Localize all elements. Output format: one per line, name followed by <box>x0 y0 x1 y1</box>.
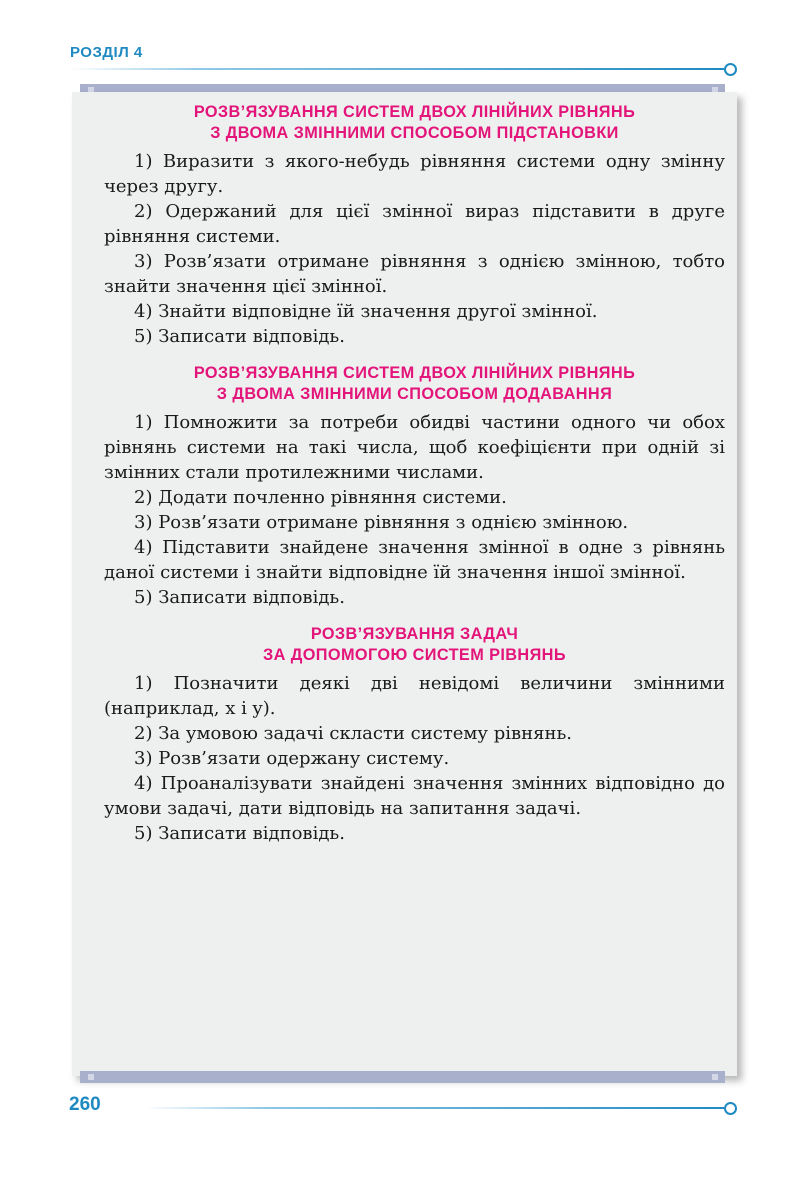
steps-list <box>104 410 725 610</box>
step-item: 5) Записати відповідь. <box>134 823 345 844</box>
strip-dot <box>712 1074 718 1080</box>
section-title-line: РОЗВ’ЯЗУВАННЯ СИСТЕМ ДВОХ ЛІНІЙНИХ РІВНЯНЬ <box>193 364 636 382</box>
footer-rule-end-circle <box>724 1102 737 1115</box>
step-item: 3) Розв’язати отримане рівняння з однією змінною. <box>134 512 629 533</box>
step-item: 4) Проаналізувати знайдені значення змінних відповідно до умови задачі, дати відповідь на запитання задачі. <box>104 773 725 819</box>
step-item: 2) Одержаний для цієї змінної вираз підставити в друге рівняння системи. <box>104 201 725 247</box>
footer-rule <box>145 1107 724 1109</box>
step-item: 5) Записати відповідь. <box>134 326 345 347</box>
section-addition-method <box>104 363 725 610</box>
section-title-line: З ДВОМА ЗМІННИМИ СПОСОБОМ ПІДСТАНОВКИ <box>210 124 619 142</box>
header-rule <box>70 68 724 70</box>
section-title <box>104 102 725 144</box>
step-item: 3) Розв’язати отримане рівняння з однією змінною, тобто знайти значення цієї змінної. <box>104 251 725 297</box>
step-item: 1) Позначити деякі дві невідомі величини змінними (наприклад, x і y). <box>104 673 725 719</box>
header-rule-end-circle <box>724 63 737 76</box>
step-item: 2) Додати почленно рівняння системи. <box>134 487 507 508</box>
panel-bottom-strip <box>80 1071 725 1083</box>
step-item: 1) Виразити з якого-небудь рівняння системи одну змінну через другу. <box>104 151 725 197</box>
section-title-line: РОЗВ’ЯЗУВАННЯ ЗАДАЧ <box>310 625 519 643</box>
section-title-line: ЗА ДОПОМОГОЮ СИСТЕМ РІВНЯНЬ <box>263 646 566 664</box>
section-title-line: З ДВОМА ЗМІННИМИ СПОСОБОМ ДОДАВАННЯ <box>216 385 613 403</box>
section-substitution-method <box>104 102 725 349</box>
steps-list <box>104 149 725 349</box>
steps-list <box>104 671 725 846</box>
summary-panel <box>72 92 737 1076</box>
step-item: 4) Підставити знайдене значення змінної в одне з рівнянь даної системи і знайти відповідне їй значення іншої змінної. <box>104 537 725 583</box>
page-number: 260 <box>69 1094 101 1115</box>
section-word-problems <box>104 624 725 846</box>
section-title <box>104 624 725 666</box>
step-item: 4) Знайти відповідне їй значення другої змінної. <box>134 301 598 322</box>
step-item: 2) За умовою задачі скласти систему рівнянь. <box>134 723 573 744</box>
section-title-line: РОЗВ’ЯЗУВАННЯ СИСТЕМ ДВОХ ЛІНІЙНИХ РІВНЯНЬ <box>193 103 636 121</box>
step-item: 5) Записати відповідь. <box>134 587 345 608</box>
strip-dot <box>88 1074 94 1080</box>
section-title <box>104 363 725 405</box>
chapter-label: РОЗДІЛ 4 <box>70 44 143 61</box>
step-item: 1) Помножити за потреби обидві частини одного чи обох рівнянь системи на такі числа, щоб коефіцієнти при одній зі змінних стали протилежними числами. <box>104 412 725 483</box>
step-item: 3) Розв’язати одержану систему. <box>134 748 450 769</box>
